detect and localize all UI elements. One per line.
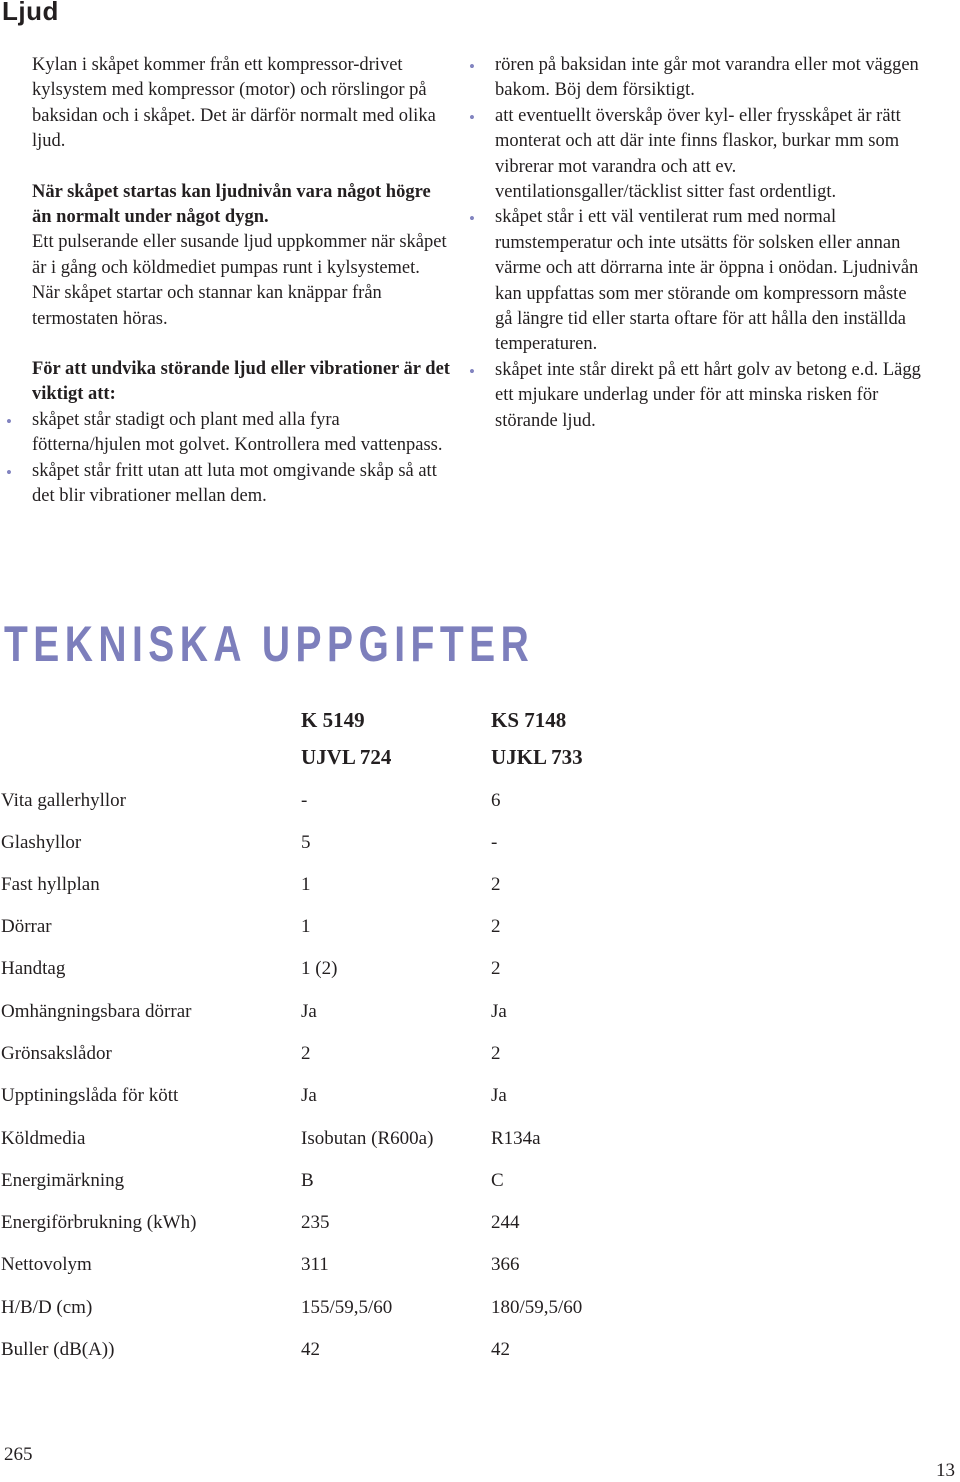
row-value-a: 42 xyxy=(301,1339,320,1360)
bullet-text: skåpet inte står direkt på ett hårt golv av betong e.d. Lägg ett mjukare underlag under för att minska risken för störande ljud. xyxy=(495,359,921,431)
footer-code: 265 xyxy=(4,1444,33,1465)
row-label: Köldmedia xyxy=(1,1128,86,1149)
model-a-code: UJVL 724 xyxy=(301,745,392,769)
row-value-a: Ja xyxy=(301,1085,317,1106)
bullet-dot-icon: • xyxy=(469,361,475,381)
bullet-item xyxy=(6,459,452,510)
row-label: Dörrar xyxy=(1,916,52,937)
section-title: Ljud xyxy=(2,0,59,26)
row-value-a: 1 xyxy=(301,874,311,895)
row-label: H/B/D (cm) xyxy=(1,1297,93,1318)
bullet-item xyxy=(469,205,925,357)
left-bullet-list xyxy=(6,408,452,510)
row-label: Fast hyllplan xyxy=(1,874,100,895)
row-value-a: 311 xyxy=(301,1254,329,1275)
row-label: Glashyllor xyxy=(1,832,82,853)
paragraph-gap xyxy=(32,155,452,180)
row-value-a: 5 xyxy=(301,832,311,853)
tech-specs-title: TEKNISKA UPPGIFTER xyxy=(4,616,535,672)
row-value-a: 1 (2) xyxy=(301,958,338,979)
row-value-b: Ja xyxy=(491,1085,507,1106)
thermostat-paragraph: När skåpet startar och stannar kan knäppar från termostaten höras. xyxy=(32,283,382,329)
avoid-noise-heading: För att undvika störande ljud eller vibrationer är det viktigt att: xyxy=(32,359,450,405)
row-label: Energiförbrukning (kWh) xyxy=(1,1212,197,1233)
row-value-b: 2 xyxy=(491,916,501,937)
row-value-b: 2 xyxy=(491,874,501,895)
row-value-b: 244 xyxy=(491,1212,520,1233)
row-label: Energimärkning xyxy=(1,1170,125,1191)
row-value-a: 2 xyxy=(301,1043,311,1064)
bullet-item xyxy=(469,53,925,104)
model-b-code: UJKL 733 xyxy=(491,745,583,769)
bullet-text: skåpet står i ett väl ventilerat rum med normal rumstemperatur och inte utsätts för solsken eller annan värme och att dörrarna inte är öppna i onödan. Ljudnivån kan uppfattas som mer störande om kompressorn måste gå längre tid eller starta oftare för att hålla den inställda temperaturen. xyxy=(495,207,919,355)
row-label: Buller (dB(A)) xyxy=(1,1339,115,1360)
row-value-b: R134a xyxy=(491,1128,541,1149)
pulsing-sound-paragraph: Ett pulserande eller susande ljud uppkommer när skåpet är i gång och köldmediet pumpas runt i kylsystemet. xyxy=(32,232,447,278)
bullet-text: skåpet står stadigt och plant med alla fyra fötterna/hjulen mot golvet. Kontrollera med vattenpass. xyxy=(32,409,443,456)
row-value-b: 2 xyxy=(491,958,501,979)
right-text-column xyxy=(469,53,925,434)
model-b-name: KS 7148 xyxy=(491,708,567,732)
row-value-b: C xyxy=(491,1170,504,1191)
row-value-a: Isobutan (R600a) xyxy=(301,1128,434,1149)
row-value-b: - xyxy=(491,832,498,853)
row-value-a: B xyxy=(301,1170,314,1191)
bullet-dot-icon: • xyxy=(6,411,12,431)
row-value-a: Ja xyxy=(301,1001,317,1022)
row-label: Omhängningsbara dörrar xyxy=(1,1001,192,1022)
row-label: Grönsakslådor xyxy=(1,1043,112,1064)
row-value-b: Ja xyxy=(491,1001,507,1022)
bullet-text: skåpet står fritt utan att luta mot omgivande skåp så att det blir vibrationer mellan dem. xyxy=(32,460,437,507)
bullet-dot-icon: • xyxy=(469,107,475,127)
row-value-b: 42 xyxy=(491,1339,510,1360)
intro-paragraph: Kylan i skåpet kommer från ett kompressor-drivet kylsystem med kompressor (motor) och rörslingor på baksidan och i skåpet. Det är därför normalt med olika ljud. xyxy=(32,55,436,152)
left-text-column xyxy=(6,53,452,510)
right-bullet-list xyxy=(469,53,925,434)
row-label: Handtag xyxy=(1,958,66,979)
row-value-b: 6 xyxy=(491,790,501,811)
bullet-dot-icon: • xyxy=(469,57,475,76)
model-a-name: K 5149 xyxy=(301,708,365,732)
bullet-text: att eventuellt överskåp över kyl- eller frysskåpet är rätt monterat och att där inte finns flaskor, burkar mm som vibrerar mot varandra och att ev. ventilationsgaller/täcklist sitter fast ordentligt. xyxy=(495,105,901,203)
row-value-a: 235 xyxy=(301,1212,330,1233)
row-value-b: 366 xyxy=(491,1254,520,1275)
row-value-b: 180/59,5/60 xyxy=(491,1297,583,1318)
bullet-text: rören på baksidan inte går mot varandra eller mot väggen bakom. Böj dem försiktigt. xyxy=(495,55,919,101)
row-label: Vita gallerhyllor xyxy=(1,790,126,811)
row-value-a: - xyxy=(301,790,308,811)
bullet-item xyxy=(6,408,452,459)
startup-note: När skåpet startas kan ljudnivån vara något högre än normalt under något dygn. xyxy=(32,181,431,228)
row-label: Upptiningslåda för kött xyxy=(1,1085,179,1106)
paragraph-gap xyxy=(32,332,452,357)
row-value-a: 1 xyxy=(301,916,311,937)
row-value-b: 2 xyxy=(491,1043,501,1064)
bullet-item xyxy=(469,104,925,206)
bullet-dot-icon: • xyxy=(469,209,475,229)
row-value-a: 155/59,5/60 xyxy=(301,1297,393,1318)
row-label: Nettovolym xyxy=(1,1254,92,1275)
bullet-dot-icon: • xyxy=(6,462,12,482)
bullet-item xyxy=(469,358,925,434)
page-number: 13 xyxy=(936,1460,955,1481)
